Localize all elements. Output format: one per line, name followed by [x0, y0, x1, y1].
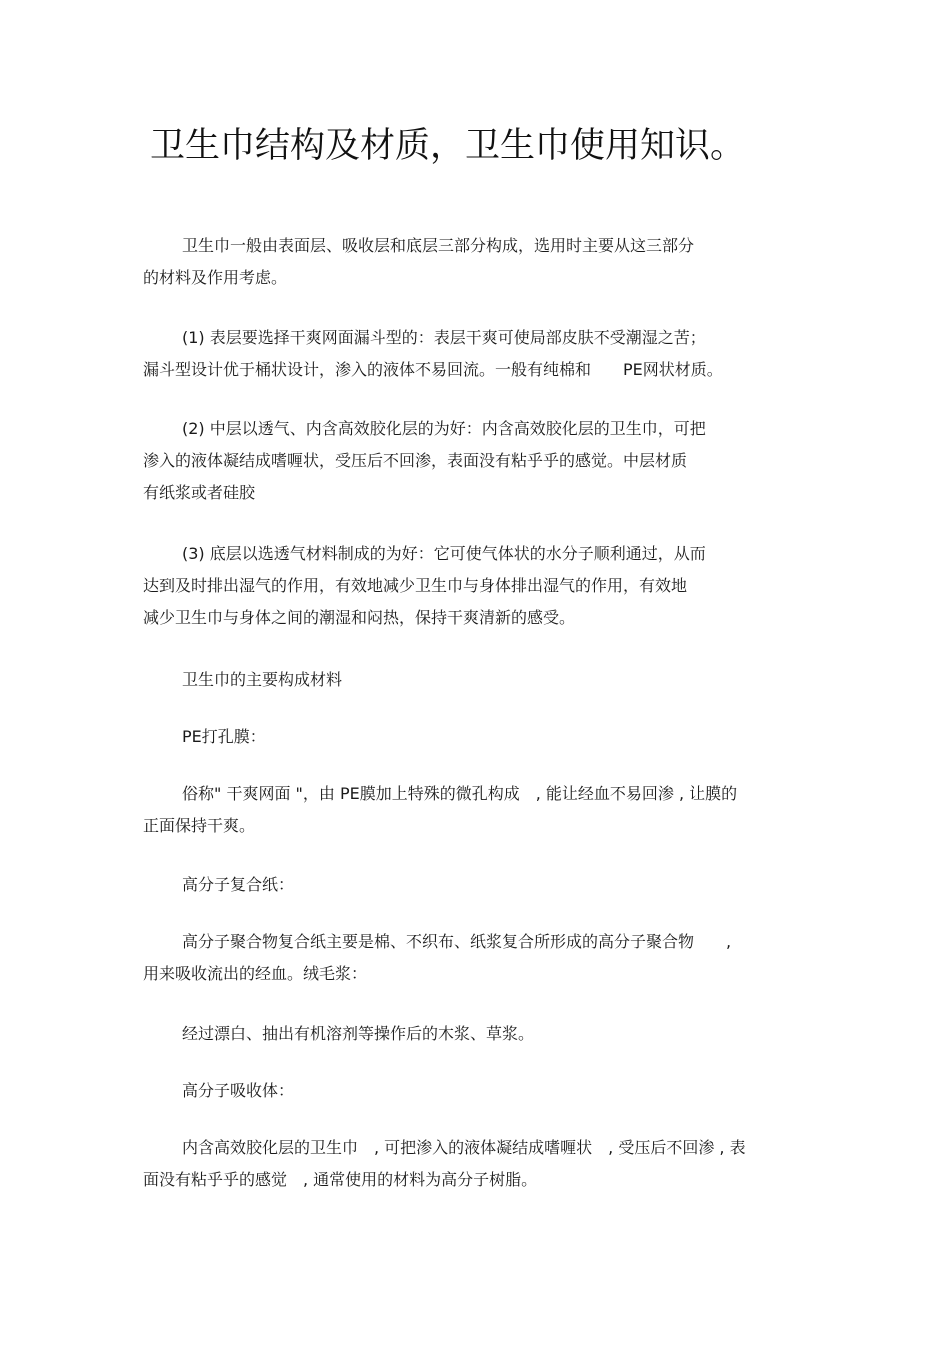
paragraph-absorbent-polymer — [143, 1132, 823, 1196]
text-line: 经过漂白、抽出有机溶剂等操作后的木浆、草浆。 — [182, 1024, 535, 1043]
paragraph-fluff-pulp — [143, 1018, 823, 1050]
text-line: 高分子聚合物复合纸主要是棉、不织布、纸浆复合所形成的高分子聚合物 , — [182, 932, 732, 951]
text-line: 高分子复合纸： — [182, 875, 295, 894]
text-line: 有纸浆或者硅胶 — [143, 483, 256, 502]
paragraph-composite-paper — [143, 926, 823, 990]
text-line: 面没有粘乎乎的感觉 , 通常使用的材料为高分子树脂。 — [143, 1170, 538, 1189]
text-line: (1) 表层要选择干爽网面漏斗型的：表层干爽可使局部皮肤不受潮湿之苦； — [182, 328, 706, 347]
text-line: (2) 中层以透气、内含高效胶化层的为好：内含高效胶化层的卫生巾，可把 — [182, 419, 706, 438]
page-title: 卫生巾结构及材质，卫生巾使用知识。 — [150, 126, 746, 166]
paragraph-middle-layer — [143, 413, 823, 509]
paragraph-pe-film — [143, 778, 823, 842]
text-line: 渗入的液体凝结成嗜喱状，受压后不回渗，表面没有粘乎乎的感觉。中层材质 — [143, 451, 688, 470]
subheading-pe-film — [143, 721, 823, 753]
text-line: 用来吸收流出的经血。绒毛浆： — [143, 964, 368, 983]
section-heading-materials — [143, 664, 823, 696]
text-line: 卫生巾的主要构成材料 — [182, 670, 343, 689]
text-line: 俗称" 干爽网面 "，由 PE膜加上特殊的微孔构成 , 能让经血不易回渗 , 让膜的 — [182, 784, 738, 803]
text-line: 漏斗型设计优于桶状设计，渗入的液体不易回流。一般有纯棉和 PE网状材质。 — [143, 360, 723, 379]
subheading-absorbent-polymer — [143, 1075, 823, 1107]
paragraph-surface-layer — [143, 322, 823, 386]
text-line: 的材料及作用考虑。 — [143, 268, 288, 287]
text-line: (3) 底层以选透气材料制成的为好：它可使气体状的水分子顺利通过，从而 — [182, 544, 706, 563]
text-line: 减少卫生巾与身体之间的潮湿和闷热，保持干爽清新的感受。 — [143, 608, 576, 627]
text-line: 高分子吸收体： — [182, 1081, 295, 1100]
text-line: 正面保持干爽。 — [143, 816, 256, 835]
text-line: 达到及时排出湿气的作用，有效地减少卫生巾与身体排出湿气的作用，有效地 — [143, 576, 688, 595]
subheading-composite-paper — [143, 869, 823, 901]
paragraph-bottom-layer — [143, 538, 823, 634]
text-line: 卫生巾一般由表面层、吸收层和底层三部分构成，选用时主要从这三部分 — [182, 236, 695, 255]
text-line: 内含高效胶化层的卫生巾 , 可把渗入的液体凝结成嗜喱状 , 受压后不回渗 , 表 — [182, 1138, 746, 1157]
paragraph-intro — [143, 230, 823, 294]
text-line: PE打孔膜： — [182, 727, 266, 746]
